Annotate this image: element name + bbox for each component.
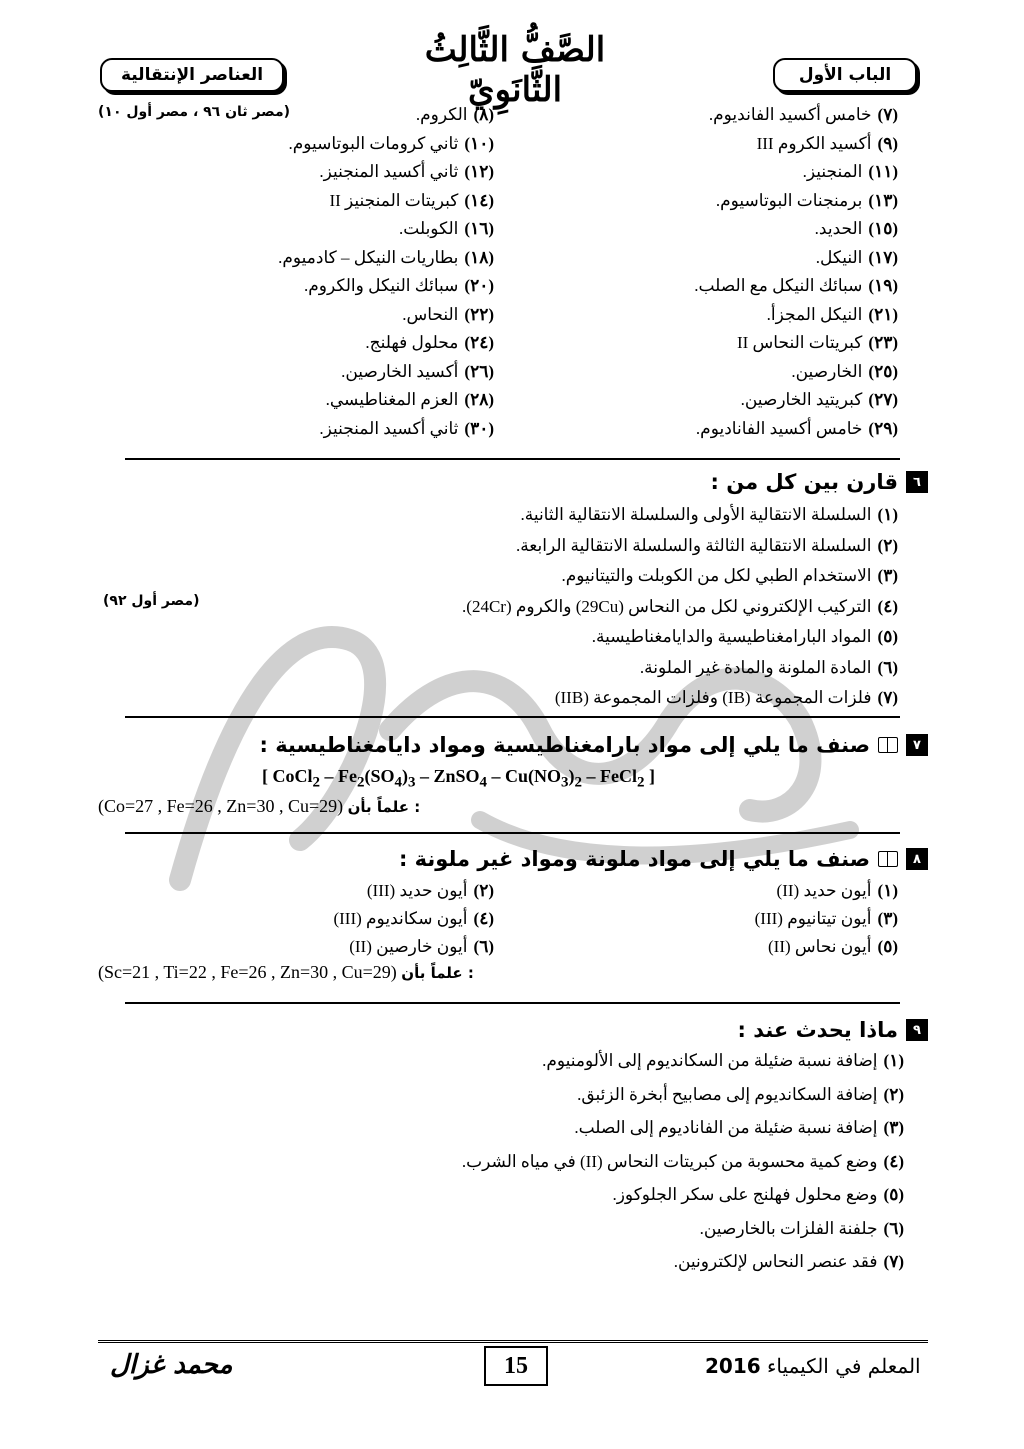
item-number: (٧) [877, 688, 898, 707]
section5-item [716, 188, 898, 214]
item-number: (١٢) [464, 162, 494, 181]
item-number: (٢) [473, 881, 494, 900]
section5-item [399, 216, 494, 242]
item-number: (٢٦) [464, 361, 494, 381]
item-text: كبريتيد الخارصين. [740, 390, 863, 409]
q8-item [333, 906, 494, 932]
q8-item [367, 878, 494, 904]
section5-item [696, 416, 898, 442]
q9-item [542, 1048, 904, 1074]
item-number: (١١) [868, 162, 898, 181]
item-number: (٧) [877, 105, 898, 124]
q7-heading [259, 733, 928, 757]
divider [125, 832, 900, 834]
item-number: (١٣) [868, 190, 898, 210]
item-number: (٥) [883, 1185, 904, 1204]
item-text: الحديد. [814, 219, 863, 238]
section5-item [791, 359, 898, 385]
item-text: برمنجنات البوتاسيوم. [715, 190, 863, 210]
q6-heading [710, 470, 928, 494]
item-number: (٧) [883, 1252, 904, 1271]
divider [125, 716, 900, 718]
section5-item [803, 159, 898, 185]
header-title: الصَّفُّ الثَّالِثُ الثَّانَوِيّ [424, 30, 606, 110]
q7-formula: [ CoCl$_2$ – $Fe_2(SO_4)_3$ – ZnSO$_4$ – $Cu(NO_3)_2$ – FeCl$_2$ ] [262, 766, 656, 791]
item-number: (١٠) [464, 133, 494, 153]
q6-item [555, 685, 898, 711]
item-text: المنجنيز. [802, 162, 863, 181]
q6-item [520, 502, 898, 528]
item-text: إضافة نسبة ضئيلة من السكانديوم إلى الألومنيوم. [542, 1051, 878, 1070]
item-number: (٢٢) [464, 304, 494, 324]
q9-item [700, 1216, 904, 1242]
item-text: وضع محلول فهلنج على سكر الجلوكوز. [612, 1185, 878, 1204]
q9-item [674, 1249, 904, 1275]
item-text: أكسيد الكروم III [756, 133, 872, 153]
section5-item [329, 188, 494, 214]
q9-number: ٩ [906, 1019, 928, 1041]
item-number: (٦) [877, 657, 898, 677]
q6-number: ٦ [906, 471, 928, 493]
item-text: ثاني أكسيد المنجنيز. [319, 418, 459, 438]
item-number: (٢٤) [464, 333, 494, 352]
q8-title: صنف ما يلي إلى مواد ملونة ومواد غير ملونة : [398, 847, 870, 871]
item-number: (١٨) [464, 247, 494, 267]
item-text: أيون نحاس (II) [767, 937, 872, 956]
item-text: النحاس. [402, 304, 459, 324]
q6-title: قارن بين كل من : [710, 470, 898, 494]
item-text: أيون حديد (III) [366, 881, 468, 900]
item-number: (٢٩) [868, 418, 898, 438]
item-number: (٥) [877, 937, 898, 956]
q8-note-label: علماً بأن : [401, 964, 474, 982]
book-icon [878, 851, 898, 867]
section5-item [319, 416, 494, 442]
item-text: أكسيد الخارصين. [341, 361, 459, 381]
item-number: (٦) [473, 937, 494, 956]
q8-heading [399, 847, 928, 871]
item-text: أيون سكانديوم (III) [333, 909, 468, 928]
item-number: (٢٥) [868, 361, 898, 381]
q9-item [612, 1182, 904, 1208]
item-text: وضع كمية محسوبة من كبريتات النحاس (II) في مياه الشرب. [461, 1151, 878, 1171]
q8-item [755, 906, 898, 932]
item-number: (٢) [877, 535, 898, 555]
q8-note-values: (Sc=21 , Ti=22 , Fe=26 , Zn=30 , Cu=29) [98, 962, 397, 982]
q8-number: ٨ [906, 848, 928, 870]
item-number: (٢) [883, 1084, 904, 1104]
q8-item [768, 934, 898, 960]
item-number: (٣) [883, 1118, 904, 1137]
section5-item [757, 131, 898, 157]
section5-item [737, 330, 898, 356]
item-text: المادة الملونة والمادة غير الملونة. [639, 657, 872, 677]
item-text: جلفنة الفلزات بالخارصين. [699, 1218, 878, 1238]
q6-item [561, 563, 898, 589]
section5-source: (مصر ثان ٩٦ ، مصر أول ١٠) [98, 104, 291, 120]
item-number: (٢١) [868, 304, 898, 324]
section5-item [402, 302, 494, 328]
item-number: (١) [877, 505, 898, 524]
item-text: الكروم. [415, 105, 468, 124]
q6-source: (مصر أول ٩٢) [103, 593, 200, 609]
q8-item [777, 878, 898, 904]
q9-item [574, 1115, 904, 1141]
item-text: السلسلة الانتقالية الأولى والسلسلة الانتقالية الثانية. [520, 505, 872, 524]
header-left-pill: العناصر الإنتقالية [100, 58, 284, 92]
divider [125, 1002, 900, 1004]
item-text: ثاني كرومات البوتاسيوم. [288, 133, 459, 153]
item-text: النيكل المجزأ. [766, 304, 863, 324]
item-number: (١٧) [868, 247, 898, 267]
item-text: محلول فهلنج. [365, 333, 459, 352]
q9-item [462, 1149, 904, 1175]
item-text: العزم المغناطيسي. [325, 390, 459, 409]
item-number: (١) [883, 1051, 904, 1070]
footer-brand [705, 1354, 921, 1378]
item-text: الاستخدام الطبي لكل من الكوبلت والتيتانيوم. [561, 566, 872, 585]
section5-item [709, 102, 898, 128]
book-icon [878, 737, 898, 753]
item-text: أيون تيتانيوم (III) [754, 909, 872, 928]
item-number: (١٦) [464, 219, 494, 238]
q8-note [98, 962, 474, 983]
item-text: سبائك النيكل والكروم. [303, 276, 459, 295]
q6-item [462, 594, 898, 620]
item-number: (١٩) [868, 276, 898, 295]
section5-item [741, 387, 898, 413]
item-number: (٤) [877, 596, 898, 616]
footer-brand-text: المعلم في الكيمياء [767, 1354, 921, 1378]
q7-note-label: علماً بأن : [347, 798, 421, 816]
q9-heading [738, 1018, 929, 1042]
item-text: الخارصين. [791, 361, 863, 381]
section5-item [278, 245, 494, 271]
q8-item [349, 934, 494, 960]
section5-item [416, 102, 494, 128]
q7-note-values: (Co=27 , Fe=26 , Zn=30 , Cu=29) [98, 796, 344, 816]
q7-number: ٧ [906, 734, 928, 756]
item-number: (١٤) [464, 190, 494, 210]
item-text: التركيب الإلكتروني لكل من النحاس (29Cu) والكروم (24Cr). [462, 596, 872, 616]
section5-item [304, 273, 494, 299]
section5-item [288, 131, 494, 157]
item-number: (٤) [883, 1151, 904, 1171]
item-text: النيكل. [815, 247, 863, 267]
section5-item [816, 245, 898, 271]
footer-rule [98, 1340, 928, 1343]
section5-item [365, 330, 494, 356]
item-text: خامس أكسيد الفانديوم. [708, 105, 872, 124]
item-text: إضافة نسبة ضئيلة من الفاناديوم إلى الصلب. [574, 1118, 878, 1137]
item-number: (٣) [877, 909, 898, 928]
item-text: فلزات المجموعة (IB) وفلزات المجموعة (IIB) [554, 688, 872, 707]
item-number: (١) [877, 881, 898, 900]
item-number: (٩) [877, 133, 898, 153]
item-text: كبريتات النحاس II [736, 333, 863, 352]
footer-signature: محمد غزال [110, 1350, 233, 1380]
item-number: (٢٣) [868, 333, 898, 352]
item-text: المواد البارامغناطيسية والدايامغناطيسية. [591, 627, 872, 646]
section5-item [341, 359, 494, 385]
item-number: (٣٠) [464, 418, 494, 438]
item-text: سبائك النيكل مع الصلب. [694, 276, 863, 295]
q6-item [640, 655, 898, 681]
q7-title: صنف ما يلي إلى مواد بارامغناطيسية ومواد دايامغناطيسية : [259, 733, 870, 757]
item-text: فقد عنصر النحاس لإلكترونين. [673, 1252, 878, 1271]
item-text: خامس أكسيد الفاناديوم. [695, 418, 863, 438]
section5-item [319, 159, 494, 185]
q6-item [516, 533, 898, 559]
item-number: (٢٠) [464, 276, 494, 295]
item-text: ثاني أكسيد المنجنيز. [319, 162, 459, 181]
item-number: (٢٧) [868, 390, 898, 409]
q9-title: ماذا يحدث عند : [737, 1018, 898, 1042]
item-number: (٦) [883, 1218, 904, 1238]
divider [125, 458, 900, 460]
item-text: كبريتات المنجنيز II [329, 190, 459, 210]
item-number: (٨) [473, 105, 494, 124]
item-number: (٣) [877, 566, 898, 585]
item-number: (٤) [473, 909, 494, 928]
item-text: إضافة السكانديوم إلى مصابيح أبخرة الزئبق. [577, 1084, 878, 1104]
section5-item [767, 302, 898, 328]
header-right-pill: الباب الأول [773, 58, 917, 92]
q9-item [577, 1082, 904, 1108]
item-text: أيون حديد (II) [776, 881, 872, 900]
q6-item [592, 624, 898, 650]
item-text: بطاريات النيكل – كادميوم. [278, 247, 459, 267]
footer-year: 2016 [705, 1354, 761, 1378]
section5-item [815, 216, 898, 242]
item-text: السلسلة الانتقالية الثالثة والسلسلة الانتقالية الرابعة. [515, 535, 872, 555]
item-number: (٢٨) [464, 390, 494, 409]
item-number: (١٥) [868, 219, 898, 238]
section5-item [326, 387, 494, 413]
section5-item [694, 273, 898, 299]
q7-note [98, 796, 420, 817]
page-number: 15 [484, 1346, 548, 1386]
item-text: أيون خارصين (II) [349, 937, 468, 956]
item-number: (٥) [877, 627, 898, 646]
item-text: الكوبلت. [399, 219, 459, 238]
